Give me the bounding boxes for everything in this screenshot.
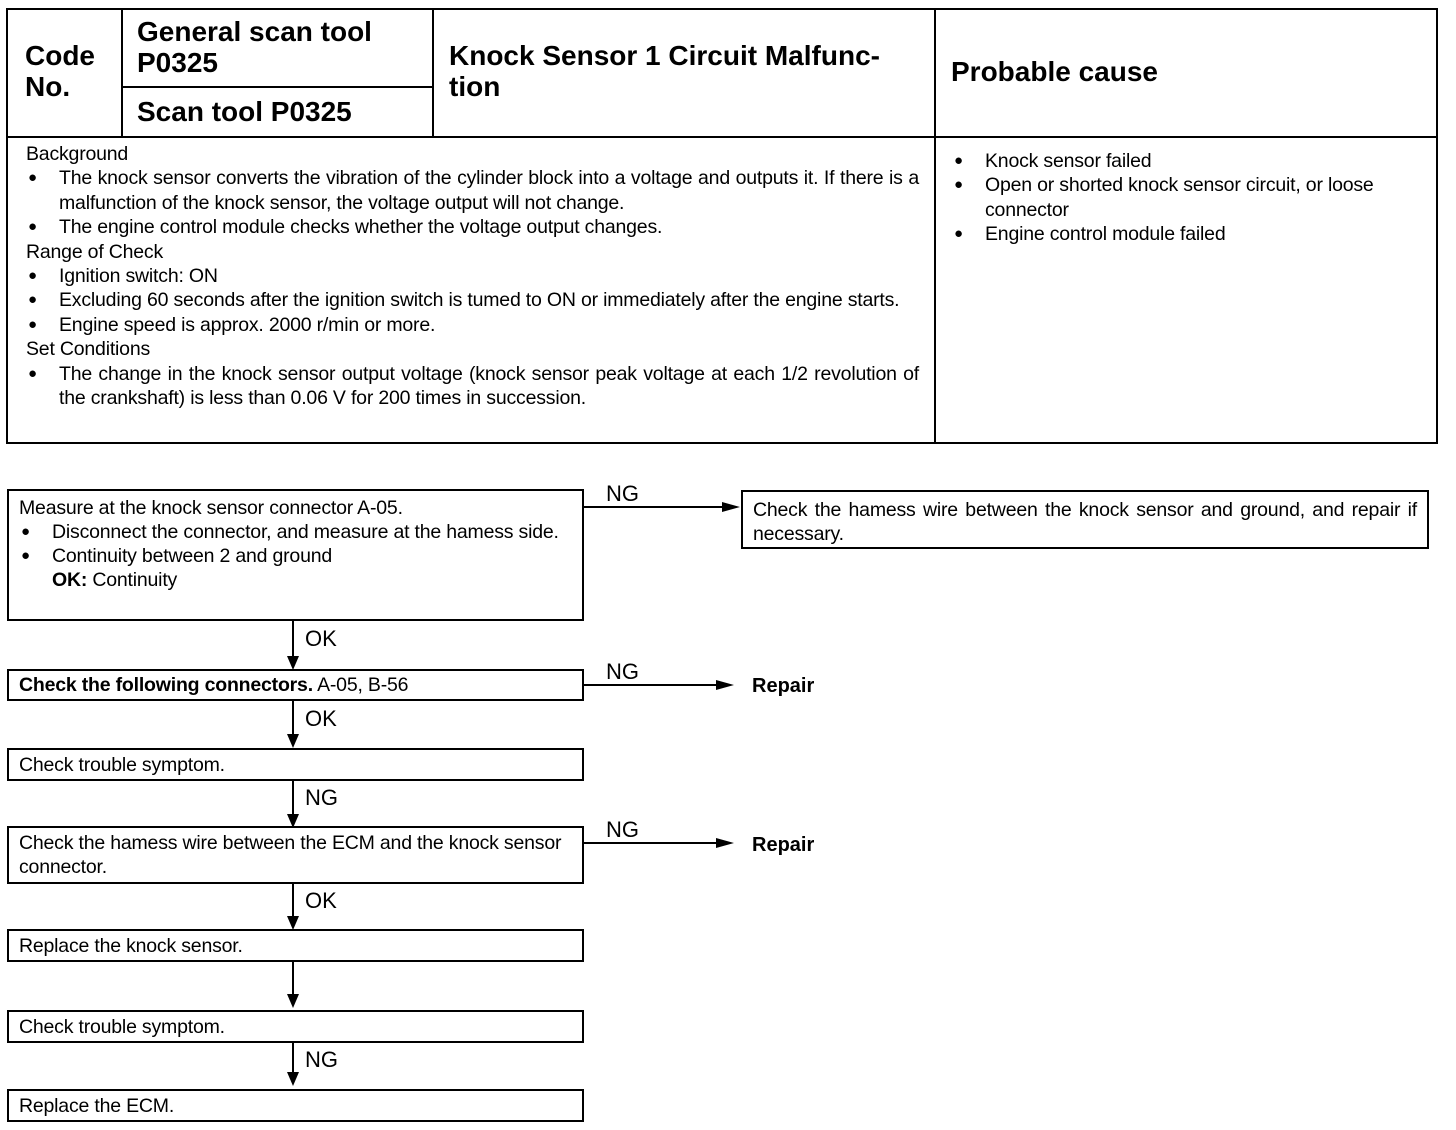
step-text-bold: Check the following connectors. bbox=[19, 674, 313, 696]
arrow-right-icon bbox=[716, 838, 734, 848]
list-item: ● Disconnect the connector, and measure at the hamess side. bbox=[19, 520, 572, 544]
ng-label: NG bbox=[606, 481, 639, 506]
list-item: ● Knock sensor failed bbox=[952, 149, 1422, 173]
step-text: Check trouble symptom. bbox=[19, 1016, 225, 1038]
arrow-right-icon bbox=[716, 680, 734, 690]
set-list bbox=[26, 362, 919, 411]
ng-label: NG bbox=[606, 817, 639, 842]
step-text: Check trouble symptom. bbox=[19, 754, 225, 776]
list-item: ● Excluding 60 seconds after the ignition switch is tumed to ON or immediately after the engine starts. bbox=[26, 288, 919, 312]
ok-label: OK bbox=[305, 626, 337, 651]
ng-arrow-line bbox=[584, 842, 718, 844]
ok-label: OK bbox=[305, 706, 337, 731]
arrow-down-icon bbox=[287, 734, 299, 748]
range-heading: Range of Check bbox=[26, 240, 164, 263]
background-list bbox=[26, 166, 919, 239]
scan-tool-label: Scan tool P0325 bbox=[137, 96, 352, 127]
divider bbox=[934, 8, 936, 444]
divider bbox=[6, 136, 1438, 138]
ng-label: NG bbox=[305, 1047, 338, 1072]
flow-step-replace-sensor bbox=[7, 929, 584, 962]
flow-connector bbox=[292, 701, 294, 737]
flow-step-replace-ecm bbox=[7, 1089, 584, 1122]
step-text: Replace the ECM. bbox=[19, 1095, 175, 1117]
code-no-label: Code No. bbox=[25, 40, 95, 102]
list-item: ● Ignition switch: ON bbox=[26, 264, 919, 288]
ok-condition bbox=[19, 568, 572, 592]
ng-arrow-line bbox=[584, 684, 718, 686]
causes-section bbox=[952, 149, 1422, 247]
list-item: ● Engine speed is approx. 2000 r/min or more. bbox=[26, 313, 919, 337]
step-bullets bbox=[19, 520, 572, 568]
repair-label: Repair bbox=[752, 834, 815, 856]
causes-list bbox=[952, 149, 1422, 247]
arrow-down-icon bbox=[287, 994, 299, 1008]
flow-connector bbox=[292, 884, 294, 919]
probable-cause-heading: Probable cause bbox=[951, 56, 1158, 87]
list-item: ● The change in the knock sensor output voltage (knock sensor peak voltage at each 1/2 revolution of the crankshaft) is less than 0.06 V for 200 times in succession. bbox=[26, 362, 919, 411]
step-title: Measure at the knock sensor connector A-05. bbox=[19, 497, 403, 519]
divider bbox=[432, 8, 434, 138]
ok-value: Continuity bbox=[92, 569, 178, 591]
ng-label: NG bbox=[305, 785, 338, 810]
ok-label: OK: bbox=[52, 569, 88, 591]
list-item: ● The engine control module checks whether the voltage output changes. bbox=[26, 215, 919, 239]
flow-step-connectors bbox=[7, 669, 584, 701]
flow-connector bbox=[292, 621, 294, 659]
step-text: Replace the knock sensor. bbox=[19, 935, 243, 957]
step-text: Check the hamess wire between the ECM and the knock sensor connector. bbox=[19, 832, 562, 878]
arrow-right-icon bbox=[722, 502, 740, 512]
list-item: ● Continuity between 2 and ground bbox=[19, 544, 572, 568]
flow-step-symptom-2 bbox=[7, 1010, 584, 1043]
divider bbox=[121, 8, 123, 138]
list-item: ● The knock sensor converts the vibration of the cylinder block into a voltage and outputs it. If there is a malfunction of the knock sensor, the voltage output will not change. bbox=[26, 166, 919, 215]
general-scan-tool-label: General scan tool P0325 bbox=[137, 16, 372, 78]
ok-label: OK bbox=[305, 888, 337, 913]
list-item: ● Engine control module failed bbox=[952, 222, 1422, 246]
list-item: ● Open or shorted knock sensor circuit, or loose connector bbox=[952, 173, 1422, 222]
step-text: A-05, B-56 bbox=[317, 674, 409, 696]
ng-arrow-line bbox=[584, 506, 724, 508]
flow-step-harness-ecm bbox=[7, 826, 584, 884]
ng-action-text: Check the hamess wire between the knock sensor and ground, and repair if necessary. bbox=[753, 499, 1417, 545]
flow-connector bbox=[292, 1043, 294, 1075]
flow-step-measure bbox=[7, 489, 584, 621]
repair-label: Repair bbox=[752, 675, 815, 697]
flow-step-symptom bbox=[7, 748, 584, 781]
flow-connector bbox=[292, 781, 294, 817]
flow-ng-action bbox=[741, 490, 1429, 549]
range-list bbox=[26, 264, 919, 337]
background-heading: Background bbox=[26, 143, 129, 165]
ng-label: NG bbox=[606, 659, 639, 684]
details-section bbox=[26, 142, 919, 410]
arrow-down-icon bbox=[287, 916, 299, 930]
flow-connector bbox=[292, 962, 294, 997]
set-heading: Set Conditions bbox=[26, 338, 151, 361]
page-title: Knock Sensor 1 Circuit Malfunc-tion bbox=[449, 40, 880, 102]
arrow-down-icon bbox=[287, 656, 299, 670]
arrow-down-icon bbox=[287, 1072, 299, 1086]
divider bbox=[121, 86, 433, 88]
